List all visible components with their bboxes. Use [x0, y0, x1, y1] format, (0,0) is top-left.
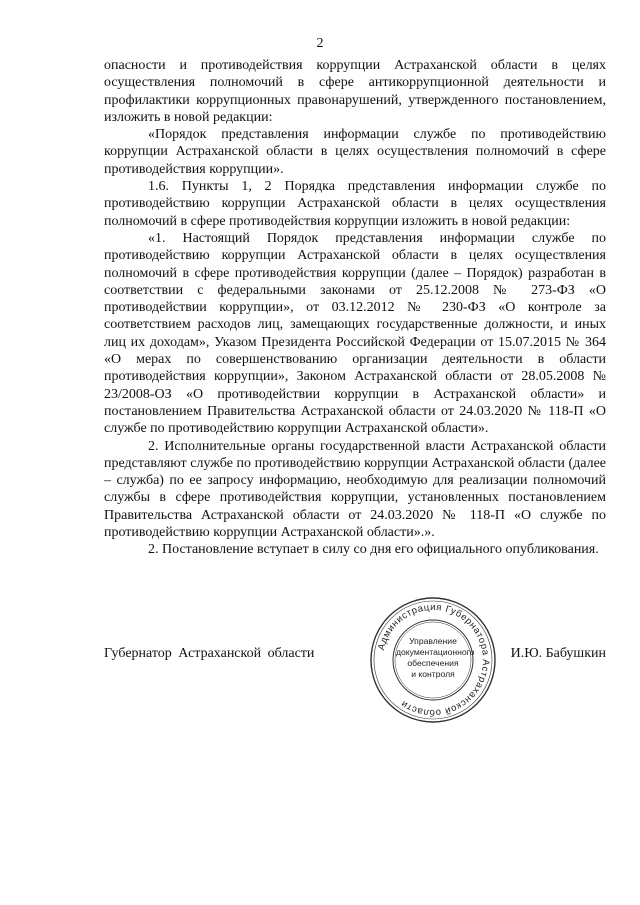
paragraph-item-1-6: 1.6. Пункты 1, 2 Порядка представления информации службе по противодействию коррупции Астраханской области в целях осуществления полномочий в сфере противодействия коррупции изложить в новой редакции: [104, 179, 606, 229]
seal-line: и контроля [411, 668, 455, 679]
paragraph-point-1: «1. Настоящий Порядок представления информации службе по противодействию коррупции Астраханской области в целях осуществления полномочий в сфере противодействия коррупции (далее – Порядок) разработан в соответствии с федеральными законами от 25.12.2008 № 273-ФЗ «О противодействии коррупции», от 03.12.2012 № 230-ФЗ «О контроле за соответствием расходов лиц, замещающих государственные должности, и иных лиц их доходам», Указом Президента Российской Федерации от 15.07.2015 № 364 «О мерах по совершенствованию организации деятельности в области противодействия коррупции», Законом Астраханской области от 28.05.2008 № 23/2008-ОЗ «О противодействии коррупции в Астраханской области» и постановлением Правительства Астраханской области от 24.03.2020 № 118-П «О службе по противодействию коррупции Астраханской области». [104, 230, 606, 437]
paragraph-continuation: опасности и противодействия коррупции Астраханской области в целях осуществления полномочий в сфере антикоррупционной деятельности и профилактики коррупционных правонарушений, утвержденного постановлением, изложить в новой редакции: [104, 58, 606, 125]
document-body [104, 57, 606, 559]
signatory-title: Губернатор Астраханской области [104, 646, 315, 661]
seal-line: Управление [409, 636, 457, 647]
seal-line: обеспечения [407, 658, 459, 668]
paragraph-entry-into-force: 2. Постановление вступает в силу со дня его официального опубликования. [148, 542, 599, 558]
paragraph-point-2: 2. Исполнительные органы государственной власти Астраханской области представляют службе по противодействию коррупции Астраханской области (далее – служба) по ее запросу информацию, необходимую для реализации полномочий службы в сфере противодействия коррупции, установленных постановлением Правительства Астраханской области от 24.03.2020 № 118-П «О службе по противодействию коррупции Астраханской области».». [104, 438, 606, 541]
svg-text:Администрация Губернатора Астр: Администрация Губернатора Астраханской области [376, 601, 492, 719]
official-seal-stamp [368, 595, 498, 725]
page-number: 2 [316, 36, 324, 51]
paragraph-order-title: «Порядок представления информации службе по противодействию коррупции Астраханской области в целях осуществления полномочий в сфере противодействия коррупции». [104, 127, 606, 177]
signatory-name: И.Ю. Бабушкин [510, 646, 606, 661]
signature-block [104, 642, 606, 672]
seal-line: документационного [396, 647, 475, 658]
seal-inner-text [396, 621, 475, 695]
